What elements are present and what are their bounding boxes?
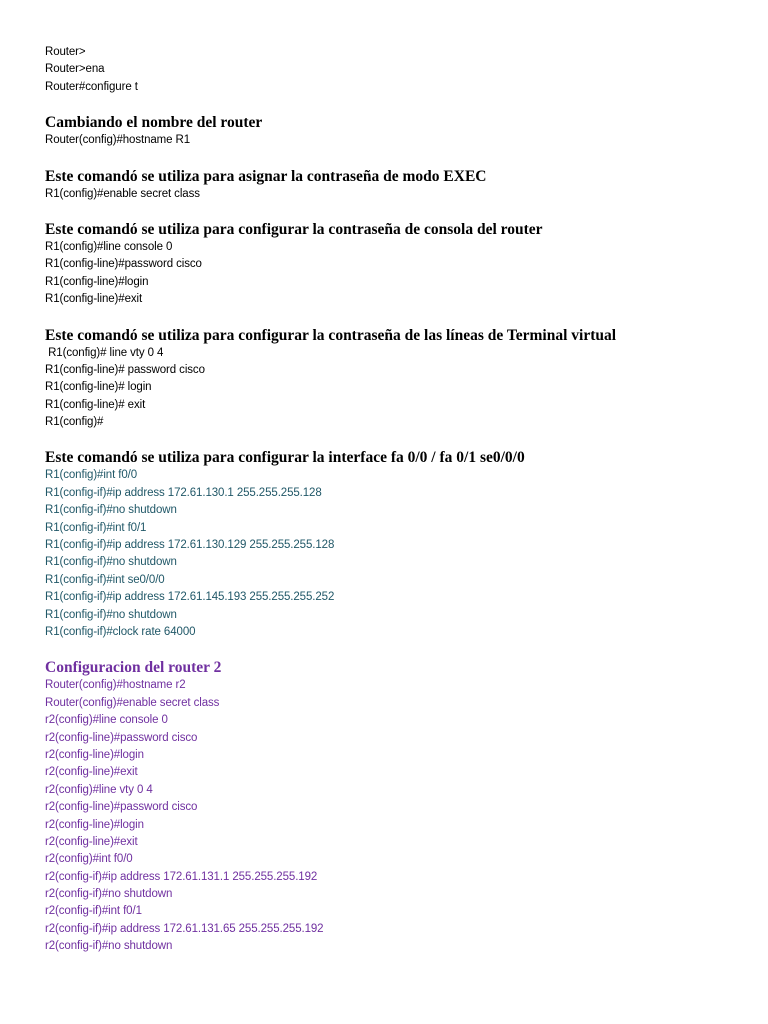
spacer [45,150,745,167]
spacer [45,309,745,326]
section-router2-config [45,658,745,955]
document-page [45,44,745,956]
command-line: R1(config-line)# login [45,381,152,394]
command-line: R1(config)# [45,416,104,429]
command-line: R1(config-if)#ip address 172.61.130.1 255.255.255.128 [45,486,322,499]
spacer [45,641,745,658]
command-line: R1(config-if)#ip address 172.61.145.193 255.255.255.252 [45,591,335,604]
section-heading: Cambiando el nombre del router [45,114,263,132]
section-console-password [45,220,745,309]
command-line: R1(config)#enable secret class [45,187,200,200]
command-line: Router>ena [45,63,105,76]
command-line: R1(config-if)#no shutdown [45,504,177,517]
command-line: r2(config-line)#login [45,748,144,761]
command-line: r2(config-if)#no shutdown [45,888,173,901]
command-line: R1(config-if)#no shutdown [45,608,177,621]
command-line: Router#configure t [45,80,138,93]
command-line: r2(config-if)#no shutdown [45,940,173,953]
command-line: r2(config-line)#exit [45,766,138,779]
command-line: R1(config-line)#password cisco [45,258,202,271]
command-line: r2(config-line)#password cisco [45,801,198,814]
spacer [45,203,745,220]
command-line: r2(config)#line vty 0 4 [45,783,153,796]
command-line: R1(config)# line vty 0 4 [45,346,164,359]
section-heading: Este comandó se utiliza para configurar la contraseña de consola del router [45,220,543,238]
command-line: r2(config)#int f0/0 [45,853,133,866]
command-line: R1(config-if)#no shutdown [45,556,177,569]
command-line: R1(config-line)# exit [45,398,146,411]
command-line: r2(config)#line console 0 [45,714,168,727]
spacer [45,96,745,113]
command-line: Router> [45,46,86,58]
intro-block [45,44,745,96]
command-line: r2(config-line)#login [45,818,144,831]
command-line: R1(config)#int f0/0 [45,469,138,482]
command-line: R1(config-if)#ip address 172.61.130.129 255.255.255.128 [45,539,335,552]
command-line: r2(config-if)#int f0/1 [45,905,142,918]
command-line: Router(config)#enable secret class [45,696,220,709]
spacer [45,431,745,448]
section-vty-password [45,326,745,432]
section-heading: Este comandó se utiliza para asignar la contraseña de modo EXEC [45,167,487,185]
command-line: r2(config-line)#password cisco [45,731,198,744]
section-exec-password [45,167,745,203]
command-line: R1(config-line)#exit [45,293,143,306]
command-line: R1(config-line)#login [45,275,149,288]
command-line: Router(config)#hostname r2 [45,679,186,692]
command-line: R1(config-line)# password cisco [45,363,205,376]
command-line: Router(config)#hostname R1 [45,134,191,147]
command-line: R1(config)#line console 0 [45,240,173,253]
command-line: r2(config-line)#exit [45,835,138,848]
section-heading: Este comandó se utiliza para configurar la contraseña de las líneas de Terminal virtual [45,326,617,344]
command-line: R1(config-if)#int se0/0/0 [45,573,165,586]
command-line: r2(config-if)#ip address 172.61.131.65 255.255.255.192 [45,922,324,935]
section-interface-config [45,448,745,641]
command-line: r2(config-if)#ip address 172.61.131.1 255.255.255.192 [45,870,318,883]
section-heading: Configuracion del router 2 [45,659,222,677]
command-line: R1(config-if)#int f0/1 [45,521,147,534]
section-hostname [45,113,745,149]
section-heading: Este comandó se utiliza para configurar la interface fa 0/0 / fa 0/1 se0/0/0 [45,449,525,467]
command-line: R1(config-if)#clock rate 64000 [45,625,196,638]
